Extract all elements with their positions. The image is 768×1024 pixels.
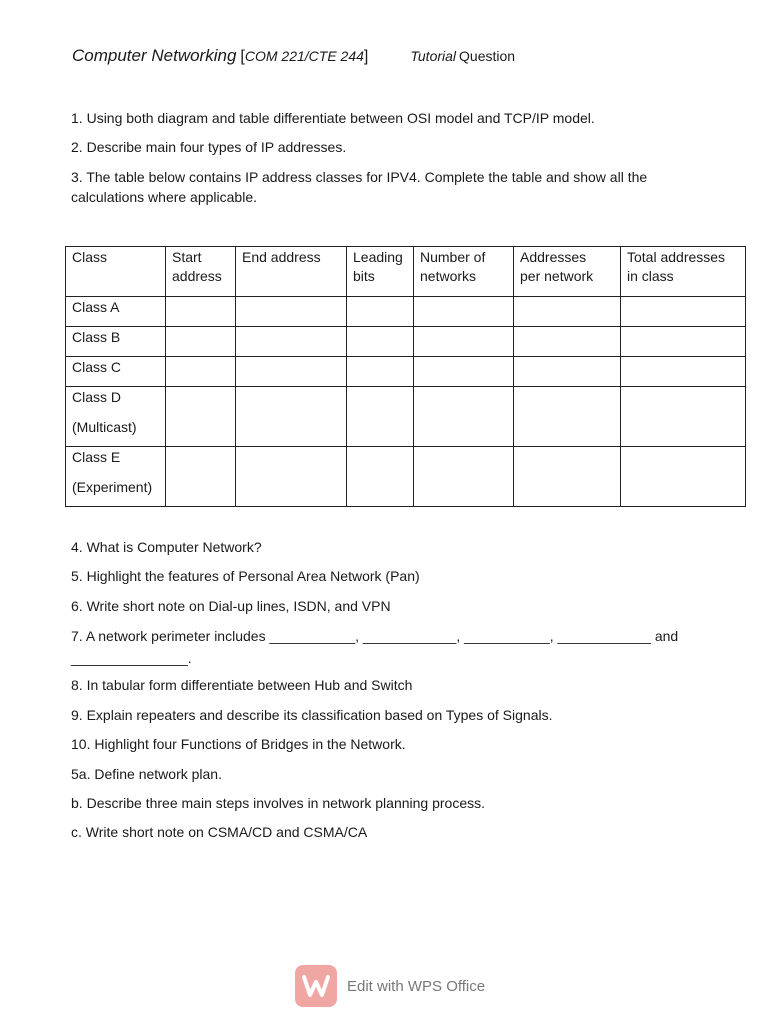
wps-logo-icon <box>295 965 337 1007</box>
end-address-cell[interactable] <box>236 387 347 447</box>
leading-bits-cell[interactable] <box>347 327 414 357</box>
total-addresses-cell[interactable] <box>621 297 746 327</box>
header-end-address: End address <box>236 247 347 297</box>
table-row <box>66 297 746 327</box>
question-7-continued: _______________. <box>71 650 192 666</box>
question-2: 2. Describe main four types of IP addresses. <box>71 139 347 155</box>
addresses-per-network-cell[interactable] <box>514 297 621 327</box>
total-addresses-cell[interactable] <box>621 447 746 507</box>
table-row <box>66 357 746 387</box>
header-start-address: Start address <box>166 247 236 297</box>
leading-bits-cell[interactable] <box>347 447 414 507</box>
question-5c: c. Write short note on CSMA/CD and CSMA/CA <box>71 824 368 840</box>
class-cell: Class D (Multicast) <box>66 387 166 447</box>
total-addresses-cell[interactable] <box>621 327 746 357</box>
course-title: Computer Networking <box>72 46 237 65</box>
addresses-per-network-cell[interactable] <box>514 387 621 447</box>
header-number-of-networks: Number of networks <box>414 247 514 297</box>
header-total-addresses: Total addresses in class <box>621 247 746 297</box>
total-addresses-cell[interactable] <box>621 357 746 387</box>
start-address-cell[interactable] <box>166 357 236 387</box>
start-address-cell[interactable] <box>166 447 236 507</box>
start-address-cell[interactable] <box>166 297 236 327</box>
table-row <box>66 327 746 357</box>
number-of-networks-cell[interactable] <box>414 297 514 327</box>
wps-edit-label[interactable]: Edit with WPS Office <box>347 977 486 995</box>
start-address-cell[interactable] <box>166 327 236 357</box>
addresses-per-network-cell[interactable] <box>514 357 621 387</box>
question-10: 10. Highlight four Functions of Bridges in the Network. <box>71 736 406 752</box>
number-of-networks-cell[interactable] <box>414 357 514 387</box>
wps-watermark[interactable] <box>295 965 485 1007</box>
question-8: 8. In tabular form differentiate between Hub and Switch <box>71 677 413 693</box>
course-code: COM 221/CTE 244 <box>244 48 364 64</box>
class-cell: Class B <box>66 327 166 357</box>
leading-bits-cell[interactable] <box>347 297 414 327</box>
class-cell: Class A <box>66 297 166 327</box>
question-9: 9. Explain repeaters and describe its classification based on Types of Signals. <box>71 707 553 723</box>
header-addresses-per-network: Addresses per network <box>514 247 621 297</box>
addresses-per-network-cell[interactable] <box>514 327 621 357</box>
question-5: 5. Highlight the features of Personal Area Network (Pan) <box>71 568 420 584</box>
bracket-close: ] <box>363 48 369 65</box>
leading-bits-cell[interactable] <box>347 357 414 387</box>
table-header-row <box>66 247 746 297</box>
end-address-cell[interactable] <box>236 357 347 387</box>
end-address-cell[interactable] <box>236 297 347 327</box>
table-row <box>66 387 746 447</box>
class-cell: Class E (Experiment) <box>66 447 166 507</box>
end-address-cell[interactable] <box>236 447 347 507</box>
question-7: 7. A network perimeter includes ___________, ____________, ___________, ____________ and <box>71 628 679 644</box>
question-3: 3. The table below contains IP address classes for IPV4. Complete the table and show all the calculations where applicable. <box>71 169 648 205</box>
class-cell: Class C <box>66 357 166 387</box>
addresses-per-network-cell[interactable] <box>514 447 621 507</box>
table-row <box>66 447 746 507</box>
total-addresses-cell[interactable] <box>621 387 746 447</box>
number-of-networks-cell[interactable] <box>414 387 514 447</box>
number-of-networks-cell[interactable] <box>414 327 514 357</box>
tutorial-label: Tutorial <box>410 48 457 64</box>
end-address-cell[interactable] <box>236 327 347 357</box>
question-6: 6. Write short note on Dial-up lines, ISDN, and VPN <box>71 598 391 614</box>
ip-classes-table <box>65 246 746 507</box>
question-4: 4. What is Computer Network? <box>71 539 262 555</box>
header-leading-bits: Leading bits <box>347 247 414 297</box>
start-address-cell[interactable] <box>166 387 236 447</box>
document-title <box>72 46 515 66</box>
bracket-open: [ <box>240 48 245 65</box>
question-5a: 5a. Define network plan. <box>71 766 222 782</box>
question-label: Question <box>459 48 516 64</box>
leading-bits-cell[interactable] <box>347 387 414 447</box>
number-of-networks-cell[interactable] <box>414 447 514 507</box>
question-1: 1. Using both diagram and table differentiate between OSI model and TCP/IP model. <box>71 110 595 126</box>
question-5b: b. Describe three main steps involves in network planning process. <box>71 795 485 811</box>
header-class: Class <box>66 247 166 297</box>
